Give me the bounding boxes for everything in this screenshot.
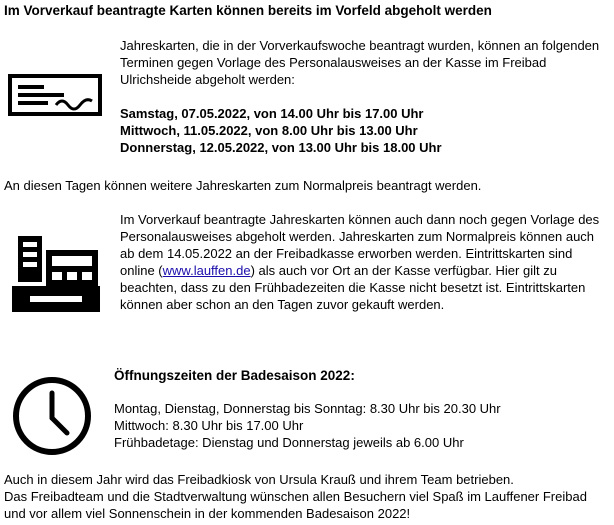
- ticket-icon: [8, 74, 102, 116]
- lauffen-website-link[interactable]: www.lauffen.de: [162, 263, 251, 278]
- ticket-pickup-text: [120, 37, 606, 156]
- opening-hours-line: Montag, Dienstag, Donnerstag bis Sonntag: 8.30 Uhr bis 20.30 Uhr: [114, 401, 501, 416]
- ticket-pickup-intro: Jahreskarten, die in der Vorverkaufswoche beantragt wurden, können an folgenden Terminen gegen Vorlage des Personalausweises an der Kasse im Freibad Ulrichsheide abgeholt werden:: [120, 38, 600, 87]
- normal-price-note: An diesen Tagen können weitere Jahreskarten zum Normalpreis beantragt werden.: [4, 178, 482, 193]
- pickup-date: Samstag, 07.05.2022, von 14.00 Uhr bis 17.00 Uhr: [120, 106, 424, 121]
- cash-register-icon: [12, 234, 100, 314]
- opening-hours-line: Mittwoch: 8.30 Uhr bis 17.00 Uhr: [114, 418, 304, 433]
- page-title: Im Vorverkauf beantragte Karten können bereits im Vorfeld abgeholt werden: [4, 3, 492, 18]
- opening-hours-heading: Öffnungszeiten der Badesaison 2022:: [114, 368, 355, 383]
- pickup-date: Donnerstag, 12.05.2022, von 13.00 Uhr bis 18.00 Uhr: [120, 140, 442, 155]
- opening-hours: [114, 368, 606, 451]
- ticket-info-text: [120, 211, 606, 313]
- clock-icon: [11, 375, 93, 457]
- ticket-info-part2: ) als auch vor Ort an der Kasse verfügbar. Hier gilt zu beachten, dass zu den Frühbadezeiten die Kasse nicht besetzt ist. Eintrittskarten können aber schon an den Tagen zuvor gekauft werden.: [120, 263, 586, 312]
- closing-text: [4, 471, 610, 522]
- ticket-info-part1: Im Vorverkauf beantragte Jahreskarten können auch dann noch gegen Vorlage des Personalausweises abgeholt werden. Jahreskarten zum Normalpreis können auch ab dem 14.05.2022 an der Freibadkasse erworben werden. Eintrittskarten sind online (: [120, 212, 600, 278]
- pickup-date: Mittwoch, 11.05.2022, von 8.00 Uhr bis 13.00 Uhr: [120, 123, 418, 138]
- closing-wishes: Das Freibadteam und die Stadtverwaltung wünschen allen Besuchern viel Spaß im Lauffener Freibad und vor allem viel Sonnenschein in der kommenden Badesaison 2022!: [4, 489, 587, 521]
- kiosk-info: Auch in diesem Jahr wird das Freibadkiosk von Ursula Krauß und ihrem Team betrieben.: [4, 472, 514, 487]
- opening-hours-line: Frühbadetage: Dienstag und Donnerstag jeweils ab 6.00 Uhr: [114, 435, 464, 450]
